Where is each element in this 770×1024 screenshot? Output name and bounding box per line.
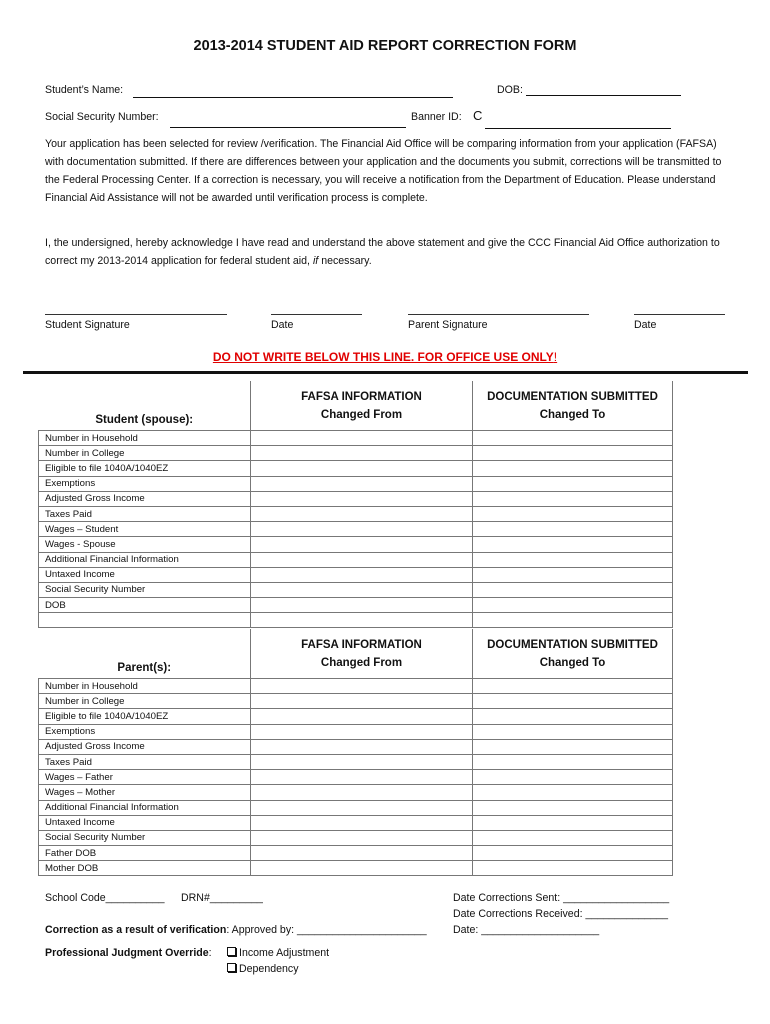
- student-fafsa-header-line1: FAFSA INFORMATION: [301, 390, 422, 403]
- verification-notice: Your application has been selected for review /verification. The Financial Aid Office will be comparing information from your application (FAFSA) with documentation submitted. If there are differences between your application and the documents you submit, corrections will be transmitted to the Federal Processing Center. If a correction is necessary, you will receive a notification from the Department of Education. Please understand Financial Aid Assistance will not be awarded until verification process is complete.: [45, 138, 722, 204]
- table-row: [39, 491, 673, 506]
- table-row: [39, 537, 673, 552]
- doc-cell[interactable]: [473, 861, 673, 876]
- table-row: [39, 446, 673, 461]
- fafsa-cell[interactable]: [251, 724, 473, 739]
- form-title: 2013-2014 STUDENT AID REPORT CORRECTION FORM: [193, 38, 577, 54]
- pj-colon: :: [208, 947, 212, 959]
- date-field[interactable]: Date: ____________________: [453, 924, 600, 936]
- table-row: [39, 739, 673, 754]
- fafsa-cell[interactable]: [251, 537, 473, 552]
- acknowledgement-statement: [45, 234, 725, 270]
- row-label: Adjusted Gross Income: [39, 739, 251, 754]
- doc-cell[interactable]: [473, 476, 673, 491]
- table-row: [39, 694, 673, 709]
- drn-field[interactable]: DRN#_________: [181, 892, 263, 904]
- student-fafsa-header-line2: Changed From: [320, 408, 403, 421]
- table-row: [39, 582, 673, 597]
- fafsa-cell[interactable]: [251, 709, 473, 724]
- doc-cell[interactable]: [473, 800, 673, 815]
- dob-label: DOB:: [497, 84, 523, 96]
- fafsa-cell[interactable]: [251, 491, 473, 506]
- doc-cell[interactable]: [473, 552, 673, 567]
- fafsa-cell[interactable]: [251, 694, 473, 709]
- row-label: Mother DOB: [39, 861, 251, 876]
- parent-table-label: Parent(s):: [39, 629, 251, 679]
- doc-cell[interactable]: [473, 724, 673, 739]
- row-label: Adjusted Gross Income: [39, 491, 251, 506]
- fafsa-cell[interactable]: [251, 770, 473, 785]
- table-row: [39, 830, 673, 845]
- fafsa-cell[interactable]: [251, 598, 473, 613]
- table-row: [39, 679, 673, 694]
- table-row: [39, 522, 673, 537]
- row-label: Wages – Mother: [39, 785, 251, 800]
- table-row: [39, 754, 673, 769]
- ack-text-end: necessary.: [318, 255, 372, 267]
- table-row: [39, 476, 673, 491]
- student-date-line[interactable]: [271, 314, 362, 315]
- school-code-field[interactable]: School Code__________: [45, 892, 165, 904]
- correction-verification-label: Correction as a result of verification: [45, 924, 227, 936]
- doc-cell[interactable]: [473, 537, 673, 552]
- row-label: Social Security Number: [39, 830, 251, 845]
- doc-cell[interactable]: [473, 830, 673, 845]
- date-corrections-sent-field[interactable]: Date Corrections Sent: __________________: [453, 892, 670, 904]
- table-row: [39, 552, 673, 567]
- row-label: Number in College: [39, 694, 251, 709]
- doc-cell[interactable]: [473, 785, 673, 800]
- table-row: [39, 461, 673, 476]
- doc-cell[interactable]: [473, 709, 673, 724]
- dependency-label: Dependency: [239, 963, 299, 975]
- fafsa-cell[interactable]: [251, 846, 473, 861]
- doc-cell[interactable]: [473, 491, 673, 506]
- income-adjustment-label: Income Adjustment: [239, 947, 330, 959]
- parent-doc-header-line2: Changed To: [539, 656, 606, 669]
- banner-id-label: Banner ID:: [411, 111, 462, 123]
- fafsa-cell[interactable]: [251, 552, 473, 567]
- table-row: [39, 431, 673, 446]
- row-label: DOB: [39, 598, 251, 613]
- student-date-label: Date: [271, 319, 294, 331]
- banner-id-prefix: C: [473, 108, 483, 123]
- correction-verification-line[interactable]: [45, 924, 427, 936]
- parent-date-line[interactable]: [634, 314, 725, 315]
- approved-by-field[interactable]: : Approved by: ______________________: [226, 924, 427, 936]
- row-label: Untaxed Income: [39, 815, 251, 830]
- fafsa-cell[interactable]: [251, 567, 473, 582]
- table-row: [39, 613, 673, 628]
- parent-date-label: Date: [634, 319, 657, 331]
- table-row: [39, 861, 673, 876]
- doc-cell[interactable]: [473, 506, 673, 521]
- parent-correction-table: [38, 629, 673, 876]
- professional-judgment-label: [45, 947, 212, 959]
- student-correction-table: [38, 381, 673, 628]
- student-doc-header-line1: DOCUMENTATION SUBMITTED: [487, 390, 658, 403]
- student-fafsa-header: [251, 381, 473, 431]
- fafsa-cell[interactable]: [251, 815, 473, 830]
- doc-cell[interactable]: [473, 846, 673, 861]
- fafsa-cell[interactable]: [251, 800, 473, 815]
- parent-doc-header-line1: DOCUMENTATION SUBMITTED: [487, 638, 658, 651]
- doc-cell[interactable]: [473, 598, 673, 613]
- row-label: Untaxed Income: [39, 567, 251, 582]
- student-table-label: Student (spouse):: [39, 381, 251, 431]
- table-row: [39, 800, 673, 815]
- doc-cell[interactable]: [473, 694, 673, 709]
- ssn-field[interactable]: [170, 114, 406, 128]
- fafsa-cell[interactable]: [251, 461, 473, 476]
- doc-cell[interactable]: [473, 770, 673, 785]
- student-signature-line[interactable]: [45, 314, 227, 315]
- fafsa-cell[interactable]: [251, 861, 473, 876]
- office-use-warning: [0, 350, 770, 364]
- ack-text-start: I, the undersigned, hereby acknowledge I have read and understand the above statement and give the CCC Financial Aid Office authorization to correct my 2013-2014 application for federal student aid,: [45, 237, 720, 267]
- row-label: Wages - Spouse: [39, 537, 251, 552]
- doc-cell[interactable]: [473, 461, 673, 476]
- fafsa-cell[interactable]: [251, 739, 473, 754]
- parent-signature-line[interactable]: [408, 314, 589, 315]
- fafsa-cell[interactable]: [251, 476, 473, 491]
- ssn-label: Social Security Number:: [45, 111, 159, 123]
- dob-field[interactable]: [526, 82, 681, 96]
- parent-fafsa-header-line1: FAFSA INFORMATION: [301, 638, 422, 651]
- table-row: [39, 567, 673, 582]
- row-label: Father DOB: [39, 846, 251, 861]
- doc-cell[interactable]: [473, 754, 673, 769]
- doc-cell[interactable]: [473, 582, 673, 597]
- parent-signature-label: Parent Signature: [408, 319, 488, 331]
- doc-cell[interactable]: [473, 815, 673, 830]
- fafsa-cell[interactable]: [251, 830, 473, 845]
- fafsa-cell[interactable]: [251, 582, 473, 597]
- student-name-field[interactable]: [133, 84, 453, 98]
- row-label: Number in College: [39, 446, 251, 461]
- fafsa-cell[interactable]: [251, 679, 473, 694]
- student-signature-label: Student Signature: [45, 319, 130, 331]
- row-label: Eligible to file 1040A/1040EZ: [39, 461, 251, 476]
- table-row: [39, 598, 673, 613]
- pj-label-text: Professional Judgment Override: [45, 947, 209, 959]
- table-row: [39, 815, 673, 830]
- date-corrections-received-field[interactable]: Date Corrections Received: ______________: [453, 908, 668, 920]
- row-label: Taxes Paid: [39, 754, 251, 769]
- row-label-blank: [39, 613, 251, 628]
- office-use-warning-mark: !: [553, 350, 558, 364]
- doc-cell[interactable]: [473, 679, 673, 694]
- checkbox-icon[interactable]: [227, 963, 236, 972]
- income-adjustment-option[interactable]: [227, 947, 329, 959]
- fafsa-cell[interactable]: [251, 785, 473, 800]
- row-label: Additional Financial Information: [39, 552, 251, 567]
- table-row: [39, 846, 673, 861]
- parent-fafsa-header: [251, 629, 473, 679]
- row-label: Eligible to file 1040A/1040EZ: [39, 709, 251, 724]
- doc-cell[interactable]: [473, 613, 673, 628]
- student-doc-header-line2: Changed To: [539, 408, 606, 421]
- row-label: Number in Household: [39, 679, 251, 694]
- parent-fafsa-header-line2: Changed From: [320, 656, 403, 669]
- office-use-warning-text: DO NOT WRITE BELOW THIS LINE. FOR OFFICE USE ONLY: [212, 350, 554, 364]
- table-row: [39, 709, 673, 724]
- doc-cell[interactable]: [473, 446, 673, 461]
- table-row: [39, 506, 673, 521]
- table-row: [39, 770, 673, 785]
- parent-doc-header: [473, 629, 673, 679]
- doc-cell[interactable]: [473, 739, 673, 754]
- row-label: Exemptions: [39, 724, 251, 739]
- table-row: [39, 724, 673, 739]
- fafsa-cell[interactable]: [251, 431, 473, 446]
- table-row: [39, 785, 673, 800]
- student-doc-header: [473, 381, 673, 431]
- dependency-option[interactable]: [227, 963, 299, 975]
- doc-cell[interactable]: [473, 431, 673, 446]
- row-label: Taxes Paid: [39, 506, 251, 521]
- student-name-label: Student’s Name:: [45, 84, 124, 96]
- fafsa-cell[interactable]: [251, 522, 473, 537]
- fafsa-cell[interactable]: [251, 613, 473, 628]
- doc-cell[interactable]: [473, 522, 673, 537]
- row-label: Exemptions: [39, 476, 251, 491]
- banner-id-field[interactable]: [485, 115, 671, 129]
- row-label: Wages – Father: [39, 770, 251, 785]
- divider-rule: [23, 371, 748, 374]
- fafsa-cell[interactable]: [251, 506, 473, 521]
- fafsa-cell[interactable]: [251, 446, 473, 461]
- ack-text-italic: if: [312, 255, 319, 267]
- doc-cell[interactable]: [473, 567, 673, 582]
- row-label: Additional Financial Information: [39, 800, 251, 815]
- row-label: Social Security Number: [39, 582, 251, 597]
- checkbox-icon[interactable]: [227, 947, 236, 956]
- fafsa-cell[interactable]: [251, 754, 473, 769]
- row-label: Number in Household: [39, 431, 251, 446]
- row-label: Wages – Student: [39, 522, 251, 537]
